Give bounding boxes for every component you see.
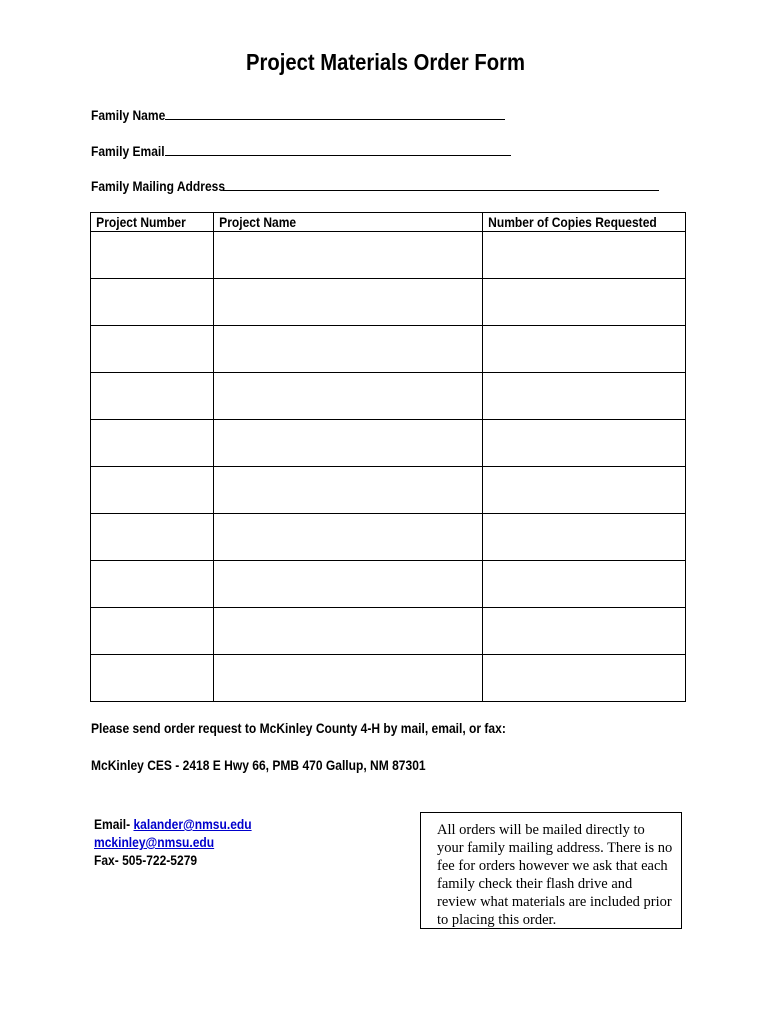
family-name-line[interactable] — [165, 107, 505, 120]
project-number-cell[interactable] — [91, 373, 214, 420]
header-project-name: Project Name — [214, 213, 483, 232]
form-title-text: Project Materials Order Form — [245, 49, 525, 75]
copies-requested-cell[interactable] — [483, 561, 686, 608]
family-email-label: Family Email — [91, 143, 165, 159]
table-row — [91, 561, 686, 608]
table-header-row — [91, 213, 686, 232]
copies-requested-cell[interactable] — [483, 467, 686, 514]
project-name-cell[interactable] — [214, 561, 483, 608]
family-email-field[interactable] — [91, 143, 511, 159]
family-mailing-address-line[interactable] — [223, 178, 659, 191]
project-name-cell[interactable] — [214, 514, 483, 561]
table-row — [91, 655, 686, 702]
copies-requested-cell[interactable] — [483, 326, 686, 373]
copies-requested-cell[interactable] — [483, 420, 686, 467]
copies-requested-cell[interactable] — [483, 655, 686, 702]
table-row — [91, 467, 686, 514]
copies-requested-cell[interactable] — [483, 373, 686, 420]
project-name-cell[interactable] — [214, 608, 483, 655]
project-name-cell[interactable] — [214, 326, 483, 373]
table-row — [91, 279, 686, 326]
project-number-cell[interactable] — [91, 420, 214, 467]
email-label: Email- — [94, 816, 134, 832]
project-name-cell[interactable] — [214, 655, 483, 702]
project-name-cell[interactable] — [214, 373, 483, 420]
project-number-cell[interactable] — [91, 326, 214, 373]
copies-requested-cell[interactable] — [483, 608, 686, 655]
contact-block — [94, 815, 277, 869]
project-name-cell[interactable] — [214, 467, 483, 514]
table-row — [91, 608, 686, 655]
family-name-field[interactable] — [91, 107, 505, 123]
project-number-cell[interactable] — [91, 655, 214, 702]
header-project-number: Project Number — [91, 213, 214, 232]
table-row — [91, 232, 686, 279]
fax-number: Fax- 505-722-5279 — [94, 852, 198, 868]
project-number-cell[interactable] — [91, 608, 214, 655]
send-request-text: Please send order request to McKinley County 4-H by mail, email, or fax: — [91, 720, 506, 736]
project-number-cell[interactable] — [91, 467, 214, 514]
copies-requested-cell[interactable] — [483, 279, 686, 326]
project-number-cell[interactable] — [91, 279, 214, 326]
copies-requested-cell[interactable] — [483, 232, 686, 279]
family-mailing-address-field[interactable] — [91, 178, 659, 194]
mailing-address-text: McKinley CES - 2418 E Hwy 66, PMB 470 Gallup, NM 87301 — [91, 757, 426, 773]
project-name-cell[interactable] — [214, 232, 483, 279]
order-table — [90, 212, 686, 702]
family-email-line[interactable] — [165, 143, 511, 156]
email-link-mckinley[interactable]: mckinley@nmsu.edu — [94, 834, 215, 850]
project-name-cell[interactable] — [214, 420, 483, 467]
notice-text: All orders will be mailed directly to your family mailing address. There is no fee for orders however we ask that each family check their flash drive and review what materials are included prior to placing this order. — [437, 822, 673, 928]
table-row — [91, 326, 686, 373]
copies-requested-cell[interactable] — [483, 514, 686, 561]
project-number-cell[interactable] — [91, 232, 214, 279]
table-row — [91, 420, 686, 467]
family-name-label: Family Name — [91, 107, 166, 123]
table-row — [91, 373, 686, 420]
project-number-cell[interactable] — [91, 514, 214, 561]
form-title — [0, 49, 770, 76]
family-mailing-address-label: Family Mailing Address — [91, 178, 226, 194]
header-copies-requested: Number of Copies Requested — [483, 213, 686, 232]
notice-box — [420, 812, 682, 929]
project-number-cell[interactable] — [91, 561, 214, 608]
table-row — [91, 514, 686, 561]
email-link-kalander[interactable]: kalander@nmsu.edu — [133, 816, 252, 832]
project-name-cell[interactable] — [214, 279, 483, 326]
